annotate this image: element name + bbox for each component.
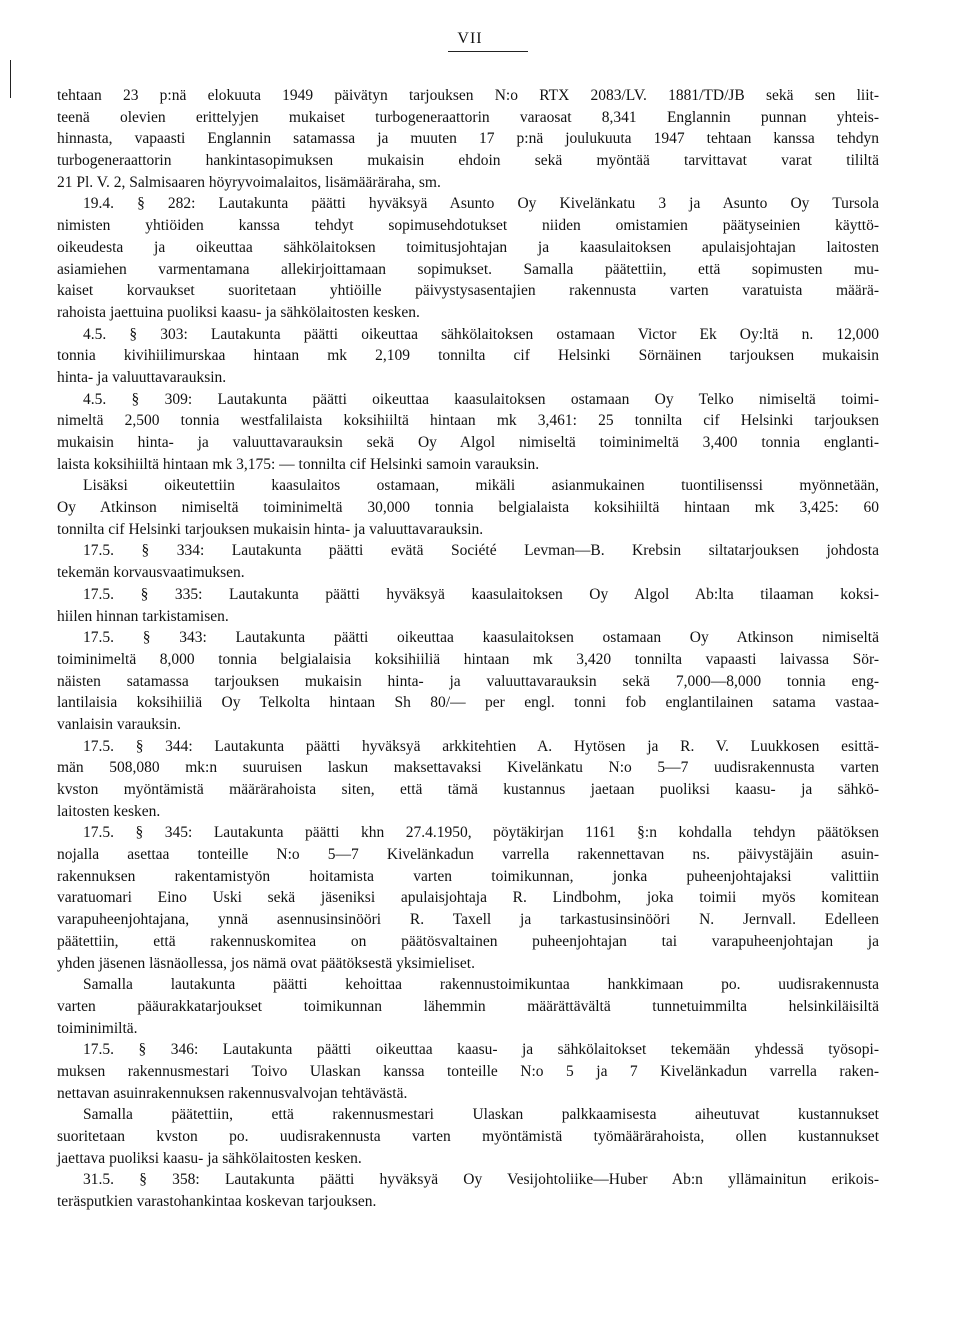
text-line: 21 Pl. V. 2, Salmisaaren höyryvoimalaitos, lisämääräraha, sm. [57,173,441,191]
text-line: 19.4. § 282: Lautakunta päätti hyväksyä Asunto Oy Kivelänkatu 3 ja Asunto Oy Tursola [83,195,879,213]
margin-mark [10,60,11,98]
text-line: 17.5. § 334: Lautakunta päätti evätä Société Levman—B. Krebsin siltatarjouksen johdosta [83,542,879,560]
text-line: mukaisin hinta- ja valuuttavarauksin sekä Oy Algol nimiseltä toiminimeltä 3,400 tonnia englanti- [57,434,879,451]
text-line: Oy Atkinson nimiseltä toiminimeltä 30,000 tonnia belgialaista koksihiiltä hintaan mk 3,425: 60 [57,499,879,517]
text-line: Lisäksi oikeutettiin kaasulaitos ostamaan, mikäli asianmukainen tuontilisenssi myönnetään, [83,477,879,495]
text-line: teräsputkien varastohankintaa koskevan tarjouksen. [57,1193,377,1211]
page-number: VII [457,30,483,47]
text-line: 4.5. § 303: Lautakunta päätti oikeuttaa sähkölaitoksen ostamaan Victor Ek Oy:ltä n. 12,000 [83,325,879,343]
text-line: jaettava puoliksi kaasu- ja sähkölaitosten kesken. [57,1149,362,1167]
text-line: suoritetaan kvston po. uudisrakennusta varten myöntämistä työmäärärahoista, ollen kustannukset [57,1128,879,1145]
text-line: varten pääurakkatarjoukset toimikunnan lähemmin määrättävältä tunnetuimmilta helsinkiläisiltä [57,997,879,1015]
text-line: muksen rakennusmestari Toivo Ulaskan kanssa tonteille N:o 5 ja 7 Kivelänkadun varrella raken- [57,1062,879,1080]
text-line: nimeltä 2,500 tonnia westfalilaista koksihiiltä hintaan mk 3,461: 25 tonnilta cif Helsinki tarjouksen [57,412,879,430]
text-line: hinnasta, vapaasti Englannin satamassa ja muuten 17 p:nä joulukuuta 1947 tehtaan kanssa tehdyn [57,130,879,148]
text-line: rahoista jaettuina puoliksi kaasu- ja sähkölaitosten kesken. [57,303,420,321]
text-line: 17.5. § 343: Lautakunta päätti oikeuttaa kaasulaitoksen ostamaan Oy Atkinson nimiseltä [83,629,879,647]
text-line: Samalla päätettiin, että rakennusmestari Ulaskan palkkaamisesta aiheutuvat kustannukset [83,1106,879,1124]
text-line: yhden jäsenen läsnäollessa, jos nämä ovat päätöksestä yksimieliset. [57,954,475,972]
text-line: turbogeneraattorin hankintasopimuksen mukaisin ehdoin sekä myöntää tarvittavat varat tililtä [57,152,879,170]
text-line: teenä olevien erittelyjen mukaiset turbogeneraattorin varaosat 8,341 Englannin punnan yhteis- [57,108,879,126]
text-line: rakennuksen rakentamistyön hoitamista varten toimikunnan, jonka puheenjohtajaksi valittiin [57,867,879,885]
text-line: laista koksihiiltä hintaan mk 3,175: — tonnilta cif Helsinki samoin varauksin. [57,455,540,473]
text-line: kvston myöntämistä määrärahoista siten, että tämä kustannus jaetaan puoliksi kaasu- ja sähkö- [57,781,879,798]
text-line: lantilaisia koksihiiliä Oy Telkolta hintaan Sh 80/— per engl. tonni fob englantilainen satama vastaa- [57,694,879,712]
text-line: 17.5. § 346: Lautakunta päätti oikeuttaa kaasu- ja sähkölaitokset tekemään yhdessä työsopi- [83,1041,879,1059]
text-line: vanlaisin varauksin. [57,715,181,733]
body-text [57,85,879,1213]
text-line: 17.5. § 345: Lautakunta päätti khn 27.4.1950, pöytäkirjan 1161 §:n kohdalla tehdyn päätöksen [83,824,879,842]
text-line: 31.5. § 358: Lautakunta päätti hyväksyä Oy Vesijohtoliike—Huber Ab:n yllämainitun erikois- [83,1171,879,1189]
text-line: varatuomari Eino Uski sekä jäseniksi apulaisjohtaja R. Lindbohm, joka toimii myös komitean [57,889,879,907]
text-line: asiamiehen varmentamana allekirjoittamaan sopimukset. Samalla päätettiin, että sopimusten mu- [57,260,879,278]
text-line: tehtaan 23 p:nä elokuuta 1949 päivätyn tarjouksen N:o RTX 2083/LV. 1881/TD/JB sekä sen liit- [57,87,879,104]
text-line: oikeudesta ja oikeuttaa sähkölaitoksen toimitusjohtajan ja kaasulaitoksen apulaisjohtajan laitosten [57,238,879,256]
text-line: tekemän korvausvaatimuksen. [57,564,245,582]
text-line: toiminimeltä 8,000 tonnia belgialaisia koksihiiliä hintaan mk 3,420 tonnilta vapaasti laivassa Sör- [57,650,879,668]
text-line: nimisten yhtiöiden kanssa tehdyt sopimusehdotukset niiden omistamien päätyseinien käyttö- [57,217,879,235]
text-line: 4.5. § 309: Lautakunta päätti oikeuttaa kaasulaitoksen ostamaan Oy Telko nimiseltä toimi- [83,390,879,408]
text-line: tonnilta cif Helsinki tarjouksen mukaisin hinta- ja valuuttavarauksin. [57,520,484,538]
text-line: hiilen hinnan tarkistamisen. [57,607,229,625]
text-line: hinta- ja valuuttavarauksin. [57,368,227,386]
text-line: män 508,080 mk:n suuruisen laskun maksettavaksi Kivelänkatu N:o 5—7 uudisrakennusta varten [57,759,879,777]
text-line: päätettiin, että rakennuskomitea on päätösvaltainen puheenjohtajan tai varapuheenjohtajan ja [57,932,879,950]
text-line: toiminimiltä. [57,1019,138,1037]
text-line: kaiset korvaukset suoritetaan yhtiöille päivystysasentajien rakennusta varten varatuista määrä- [57,282,879,300]
text-line: 17.5. § 344: Lautakunta päätti hyväksyä arkkitehtien A. Hytösen ja R. V. Luukkosen esittä- [83,737,879,755]
text-line: näisten satamassa tarjouksen mukaisin hinta- ja valuuttavarauksin sekä 7,000—8,000 tonnia eng- [57,672,879,690]
text-line: 17.5. § 335: Lautakunta päätti hyväksyä kaasulaitoksen Oy Algol Ab:lta tilaaman koksi- [83,585,879,603]
text-line: Samalla lautakunta päätti kehoittaa rakennustoimikuntaa hankkimaan po. uudisrakennusta [83,976,879,994]
text-line: tonnia kivihiilimurskaa hintaan mk 2,109 tonnilta cif Helsinki Sörnäinen tarjouksen mukaisin [57,347,879,365]
text-line: nettavan asuinrakennuksen rakennusvalvojan tehtävästä. [57,1084,408,1102]
text-line: laitosten kesken. [57,802,161,820]
text-line: varapuheenjohtajana, ynnä asennusinsinööri R. Taxell ja tarkastusinsinööri N. Jernvall. Edelleen [57,911,879,929]
text-line: nojalla asettaa tonteille N:o 5—7 Kivelänkadun varrella rakennettavan ns. päivystäjäin asuin- [57,846,879,864]
header-rule [448,51,528,52]
